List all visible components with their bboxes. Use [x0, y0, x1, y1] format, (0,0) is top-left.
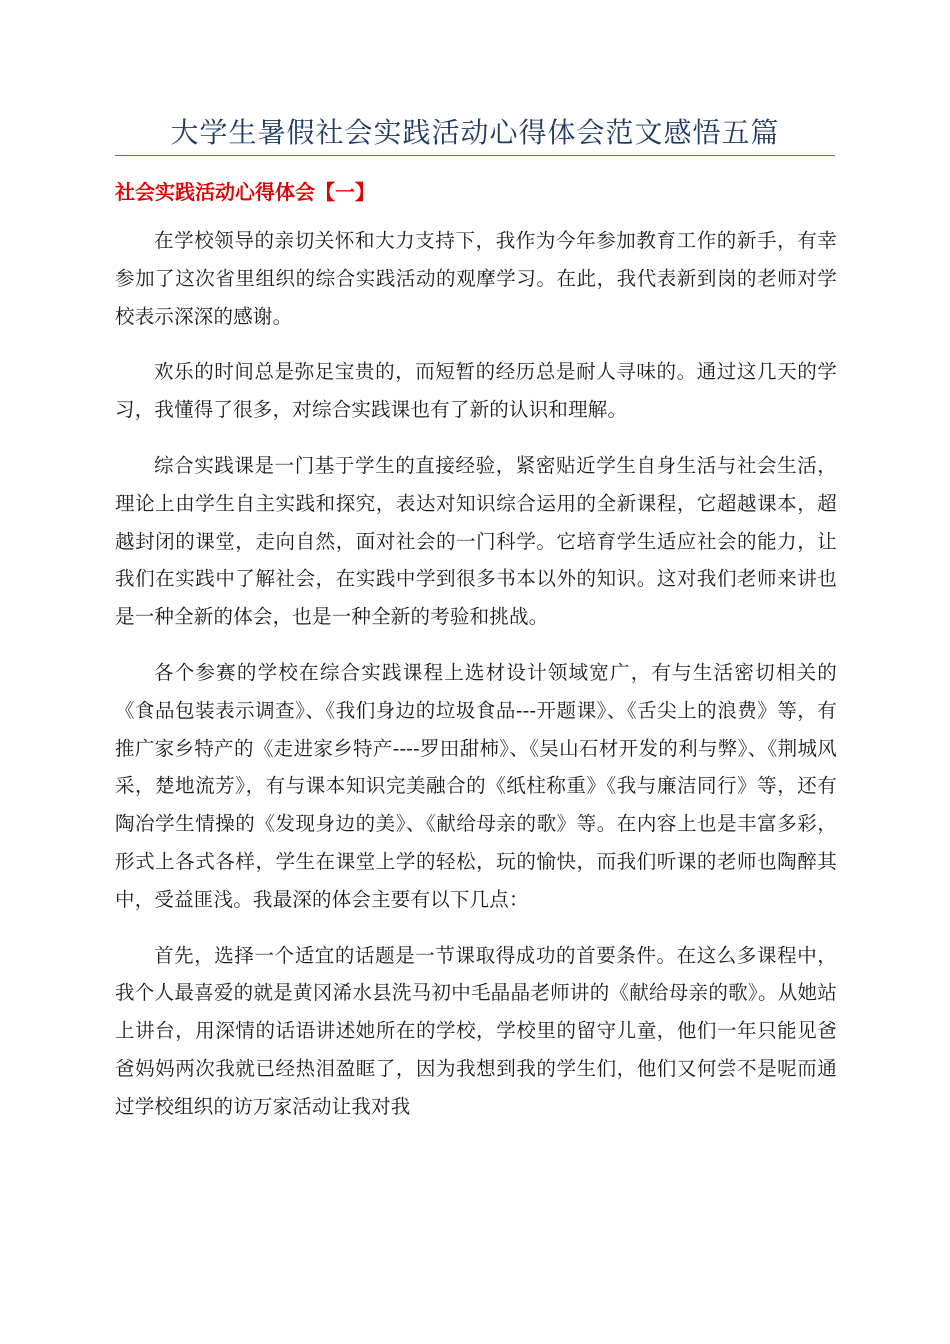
paragraph: 综合实践课是一门基于学生的直接经验，紧密贴近学生自身生活与社会生活，理论上由学生自主实践和探究，表达对知识综合运用的全新课程，它超越课本，超越封闭的课堂，走向自然，面对社会的一门科学。它培育学生适应社会的能力，让我们在实践中了解社会，在实践中学到很多书本以外的知识。这对我们老师来讲也是一种全新的体会，也是一种全新的考验和挑战。 [115, 453, 837, 629]
paragraph: 在学校领导的亲切关怀和大力支持下，我作为今年参加教育工作的新手，有幸参加了这次省里组织的综合实践活动的观摩学习。在此，我代表新到岗的老师对学校表示深深的感谢。 [115, 229, 837, 328]
body-text [115, 222, 837, 1144]
paragraph: 首先，选择一个适宜的话题是一节课取得成功的首要条件。在这么多课程中，我个人最喜爱的就是黄冈浠水县洗马初中毛晶晶老师讲的《献给母亲的歌》。从她站上讲台，用深情的话语讲述她所在的学校，学校里的留守儿童，他们一年只能见爸爸妈妈两次我就已经热泪盈眶了，因为我想到我的学生们，他们又何尝不是呢而通过学校组织的访万家活动让我对我 [115, 943, 837, 1118]
title-underline [115, 155, 835, 156]
section-heading: 社会实践活动心得体会【一】 [115, 180, 375, 204]
paragraph: 欢乐的时间总是弥足宝贵的，而短暂的经历总是耐人寻味的。通过这几天的学习，我懂得了很多，对综合实践课也有了新的认识和理解。 [115, 360, 837, 422]
paragraph: 各个参赛的学校在综合实践课程上选材设计领域宽广，有与生活密切相关的《食品包装表示调查》、《我们身边的垃圾食品---开题课》、《舌尖上的浪费》等，有推广家乡特产的《走进家乡特产----罗田甜柿》、《吴山石材开发的利与弊》、《荆城风采，楚地流芳》，有与课本知识完美融合的《纸柱称重》《我与廉洁同行》等，还有陶冶学生情操的《发现身边的美》、《献给母亲的歌》等。在内容上也是丰富多彩，形式上各式各样，学生在课堂上学的轻松，玩的愉快，而我们听课的老师也陶醉其中，受益匪浅。我最深的体会主要有以下几点： [115, 660, 837, 911]
document-title: 大学生暑假社会实践活动心得体会范文感悟五篇 [170, 116, 780, 149]
